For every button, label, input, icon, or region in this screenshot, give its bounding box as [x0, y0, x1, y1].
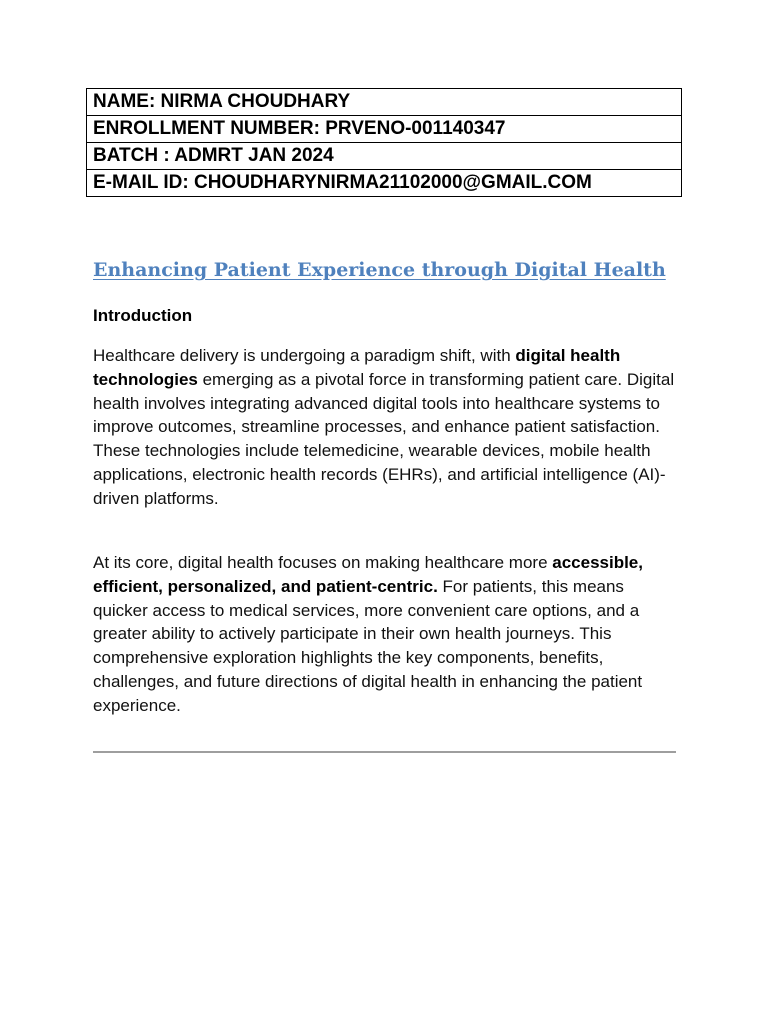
enrollment-row [87, 116, 682, 143]
email-cell: E-MAIL ID: CHOUDHARYNIRMA21102000@GMAIL.COM [87, 170, 682, 197]
paragraph-1-text-start: Healthcare delivery is undergoing a paradigm shift, with [93, 346, 516, 365]
paragraph-2-text-start: At its core, digital health focuses on making healthcare more [93, 553, 553, 572]
paragraph-1-bold-term: digital health technologies [93, 346, 621, 389]
intro-paragraph-2 [93, 551, 677, 718]
enrollment-cell: ENROLLMENT NUMBER: PRVENO-001140347 [87, 116, 682, 143]
document-title: Enhancing Patient Experience through Digital Health [93, 259, 666, 281]
name-cell: NAME: NIRMA CHOUDHARY [87, 89, 682, 116]
paragraph-1-text-end: emerging as a pivotal force in transforming patient care. Digital health involves integrating advanced digital tools into healthcare systems to improve outcomes, streamline processes, and enhance patient satisfaction. These technologies include telemedicine, wearable devices, mobile health applications, electronic health records (EHRs), and artificial intelligence (AI)-driven platforms. [93, 369, 675, 508]
section-heading-introduction: Introduction [93, 306, 193, 325]
intro-paragraph-1 [93, 344, 677, 511]
email-row [87, 170, 682, 197]
batch-cell: BATCH : ADMRT JAN 2024 [87, 143, 682, 170]
paragraph-2-text-end: For patients, this means quicker access to medical services, more convenient care options, and a greater ability to actively participate in their own health journeys. This comprehensive exploration highlights the key components, benefits, challenges, and future directions of digital health in enhancing the patient experience. [93, 576, 643, 715]
batch-row [87, 143, 682, 170]
student-info-table [86, 88, 682, 197]
horizontal-divider [93, 751, 676, 753]
paragraph-2-bold-term: accessible, efficient, personalized, and patient-centric. [93, 553, 643, 596]
name-row [87, 89, 682, 116]
